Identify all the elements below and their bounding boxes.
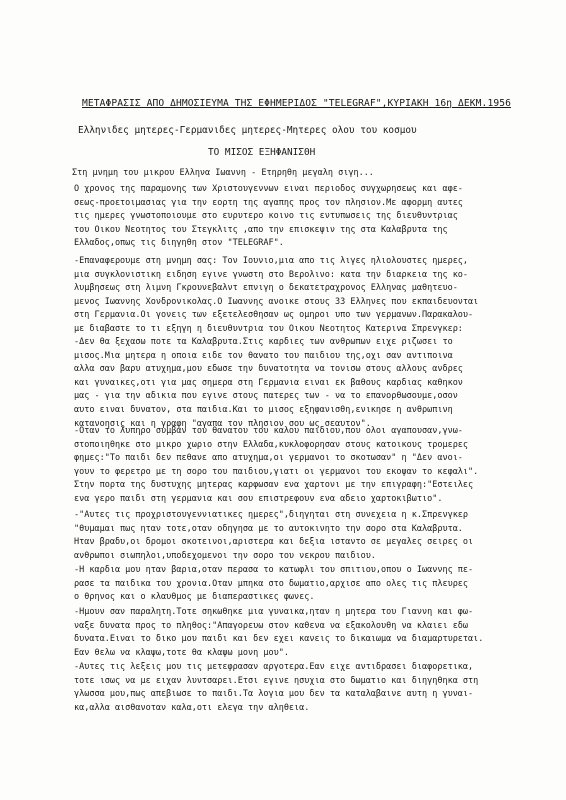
paragraph-line: ενα γερο παιδι στη γερμανια και σου επιστρεφουν ενα αδειο χαρτοκιβωτιο".	[74, 493, 443, 504]
paragraph-line: -Δεν θα ξεχασω ποτε τα Καλαβρυτα.Στις καρδιες των ανθρωπων ειχε ριζωσει το	[74, 337, 453, 347]
paragraph-line: Στην πορτα της δυστυχης μητερας καρφωσαν ενα χαρτονι με την επιγραφη:"Εστειλες	[74, 480, 474, 491]
paragraph-line: στοποιηθηκε στο μικρο χωριο στην Ελλαδα,κυκλοφορησαν στους κατοικους τρομερες	[74, 439, 469, 450]
paragraph-line: "θυμαμαι πως ηταν τοτε,οταν οδηγησα με το αυτοκινητο την σορο στα Καλαβρυτα.	[74, 523, 463, 534]
paragraph-line: στη Γερμανια.Οι γονεις των εξετελεσθησαν ως ομηροι υπο των γερμανων.Παρακαλου-	[74, 310, 474, 321]
paragraph-line: Εαν θελω να κλαψω,τοτε θα κλαψω μονη μου".	[74, 647, 289, 658]
paragraph-line: του Οικου Νεοτητος του Στεγκλιτς ,απο την επισκεψιν της στα Καλαβρυτα της	[74, 224, 448, 235]
paragraph-8	[74, 661, 514, 715]
paragraph-line: αυτο ειναι δυνατον, στα παιδια.Και το μισος εξηφανισθη,ενικησε η ανθρωπινη	[74, 404, 453, 415]
paragraph-4	[74, 425, 514, 507]
paragraph-line: -Η καρδια μου ηταν βαρια,οταν περασα το κατωφλι του σπιτιου,οπου ο Ιωαννης πε-	[74, 565, 474, 575]
paragraph-line: Ελλαδος,οπως τις διηγηθη στον "TELEGRAF".	[74, 238, 284, 249]
paragraph-line: -"Αυτες τις προχριστουγεννιατικες ημερες",διηγηται στη συνεχεια η κ.Σπρενγκερ	[74, 510, 469, 520]
paragraph-1	[74, 183, 514, 251]
paragraph-line: λυμβησεως στη λιμνη Γκρουνεβαλντ επνιγη ο δεκατετραχρονος Ελληνας μαθητευο-	[74, 283, 458, 294]
paragraph-6	[74, 564, 514, 605]
paragraph-line: γουν το φερετρο με τη σορο του παιδιου,γιατι οι γερμανοι του εκοψαν το κεφαλι".	[74, 466, 479, 477]
paragraph-line: γλωσσα μου,πως απεβιωσε το παιδι.Τα λογια μου δεν τα καταλαβαινε αυτη η γυναι-	[74, 689, 474, 700]
paragraph-line: ρασε τα παιδικα του χρονια.Οταν μπηκα στο δωματιο,αρχισε απο ολες τις πλευρες	[74, 578, 469, 589]
document-subtitle: Ελληνιδες μητερες-Γερμανιδες μητερες-Μητερες ολου του κοσμου	[78, 125, 417, 136]
paragraph-line: ανθρωποι σιωπηλοι,υποδεχομενοι την σορο του νεκρου παιδιου.	[74, 550, 376, 561]
dedication-line: Στη μνημη του μικρου Ελληνα Ιωαννη - Ετηρηθη μεγαλη σιγη...	[72, 168, 374, 178]
paragraph-line: κα,αλλα αισθανοταν καλα,οτι ελεγα την αληθεια.	[74, 702, 310, 713]
paragraph-line: φημες:"Το παιδι δεν πεθανε απο ατυχημα,οι γερμανοι το σκοτωσαν" η "Δεν ανοι-	[74, 453, 463, 464]
paragraph-line: -Αυτες τις λεξεις μου τις μετεφρασαν αργοτερα.Εαν ειχε αντιδρασει διαφορετικα,	[74, 662, 474, 672]
paragraph-line: Ο χρονος της παραμονης των Χριστουγεννων ειναι περιοδος συγχωρησεως και αφε-	[74, 184, 463, 194]
paragraph-line: μισος.Μια μητερα η οποια ειδε τον θανατο του παιδιου της,οχι σαν αντιποινα	[74, 350, 453, 361]
paragraph-line: αλλα σαν βαρυ ατυχημα,μου εδωσε την δυνατοτητα να τονισω στους αλλους ανδρες	[74, 364, 463, 375]
paragraph-line: τοτε ισως να με ειχαν λυντσαρει.Ετσι εγινε ησυχια στο δωματιο και διηγηθηκα στη	[74, 675, 479, 686]
paragraph-line: και γυναικες,οτι για μας σημερα στη Γερμανια ειναι εκ βαθους καρδιας καθηκον	[74, 377, 463, 388]
document-title: ΤΟ ΜΙΣΟΣ ΕΞΗΦΑΝΙΣΘΗ	[208, 147, 316, 158]
paragraph-line: ο θρηνος και ο κλαυθμος με διαπεραστικες φωνες.	[74, 592, 315, 603]
paragraph-2	[74, 255, 514, 337]
paragraph-line: τις ημερες γνωστοποιουμε στο ευρυτερο κοινο τις εντυπωσεις της διευθυντριας	[74, 211, 458, 222]
paragraph-line: μας - για την αδικια που εγινε στους πατερες των - να το επανορθωσουμε,οσον	[74, 391, 458, 402]
paragraph-line: κατανοησις και η γραφη "αγαπα τον πλησιον σου ως σεαυτον".	[74, 418, 371, 429]
paragraph-line: δυνατα.Ειναι το δικο μου παιδι και δεν εχει κανεις το δικαιωμα να διαμαρτυρεται.	[74, 634, 484, 645]
paragraph-line: μενος Ιωαννης Χονδρονικολας.Ο Ιωαννης ανοικε στους 33 Ελληνες που εκπαιδευονται	[74, 296, 479, 307]
paragraph-line: -Επαναφερουμε στη μνημη σας: Τον Ιουνιο,μια απο τις λιγες ηλιολουστες ημερες,	[74, 256, 469, 266]
paragraph-3	[74, 336, 514, 431]
paragraph-5	[74, 509, 514, 563]
document-header: ΜΕΤΑΦΡΑΣΙΣ ΑΠΟ ΔΗΜΟΣΙΕΥΜΑ ΤΗΣ ΕΦΗΜΕΡΙΔΟΣ "TELEGRAF",ΚΥΡΙΑΚΗ 16η ΔΕΚΜ.1956	[82, 98, 511, 109]
paragraph-7	[74, 606, 514, 660]
paragraph-line: -Ημουν σαν παραλητη.Τοτε σηκωθηκε μια γυναικα,ηταν η μητερα του Γιαννη και φω-	[74, 607, 474, 617]
paragraph-line: με διαβαστε το τι εξηγη η διευθυντρια του Οικου Νεοτητος Κατερινα Σπρενγκερ:	[74, 323, 463, 334]
paragraph-line: -Οταν το λυπηρο συμβαν του θανατου του καλου παιδιου,που ολοι αγαπουσαν,γνω-	[74, 426, 463, 436]
paragraph-line: μια συγκλονιστικη ειδηση εγινε γνωστη στο Βερολινο: κατα την διαρκεια της κο-	[74, 269, 469, 280]
paragraph-line: ναξε δυνατα προς το πληθος:"Απαγορευω στον καθενα να εξακολουθη να κλαιει εδω	[74, 620, 469, 631]
paragraph-line: σεως-προετοιμασιας για την εορτη της αγαπης προς τον πλησιον.Με αφορμη αυτες	[74, 197, 463, 208]
paragraph-line: Ηταν βραδυ,οι δρομοι σκοτεινοι,αριστερα και δεξια ισταντο σε μεγαλες σειρες οι	[74, 537, 474, 548]
